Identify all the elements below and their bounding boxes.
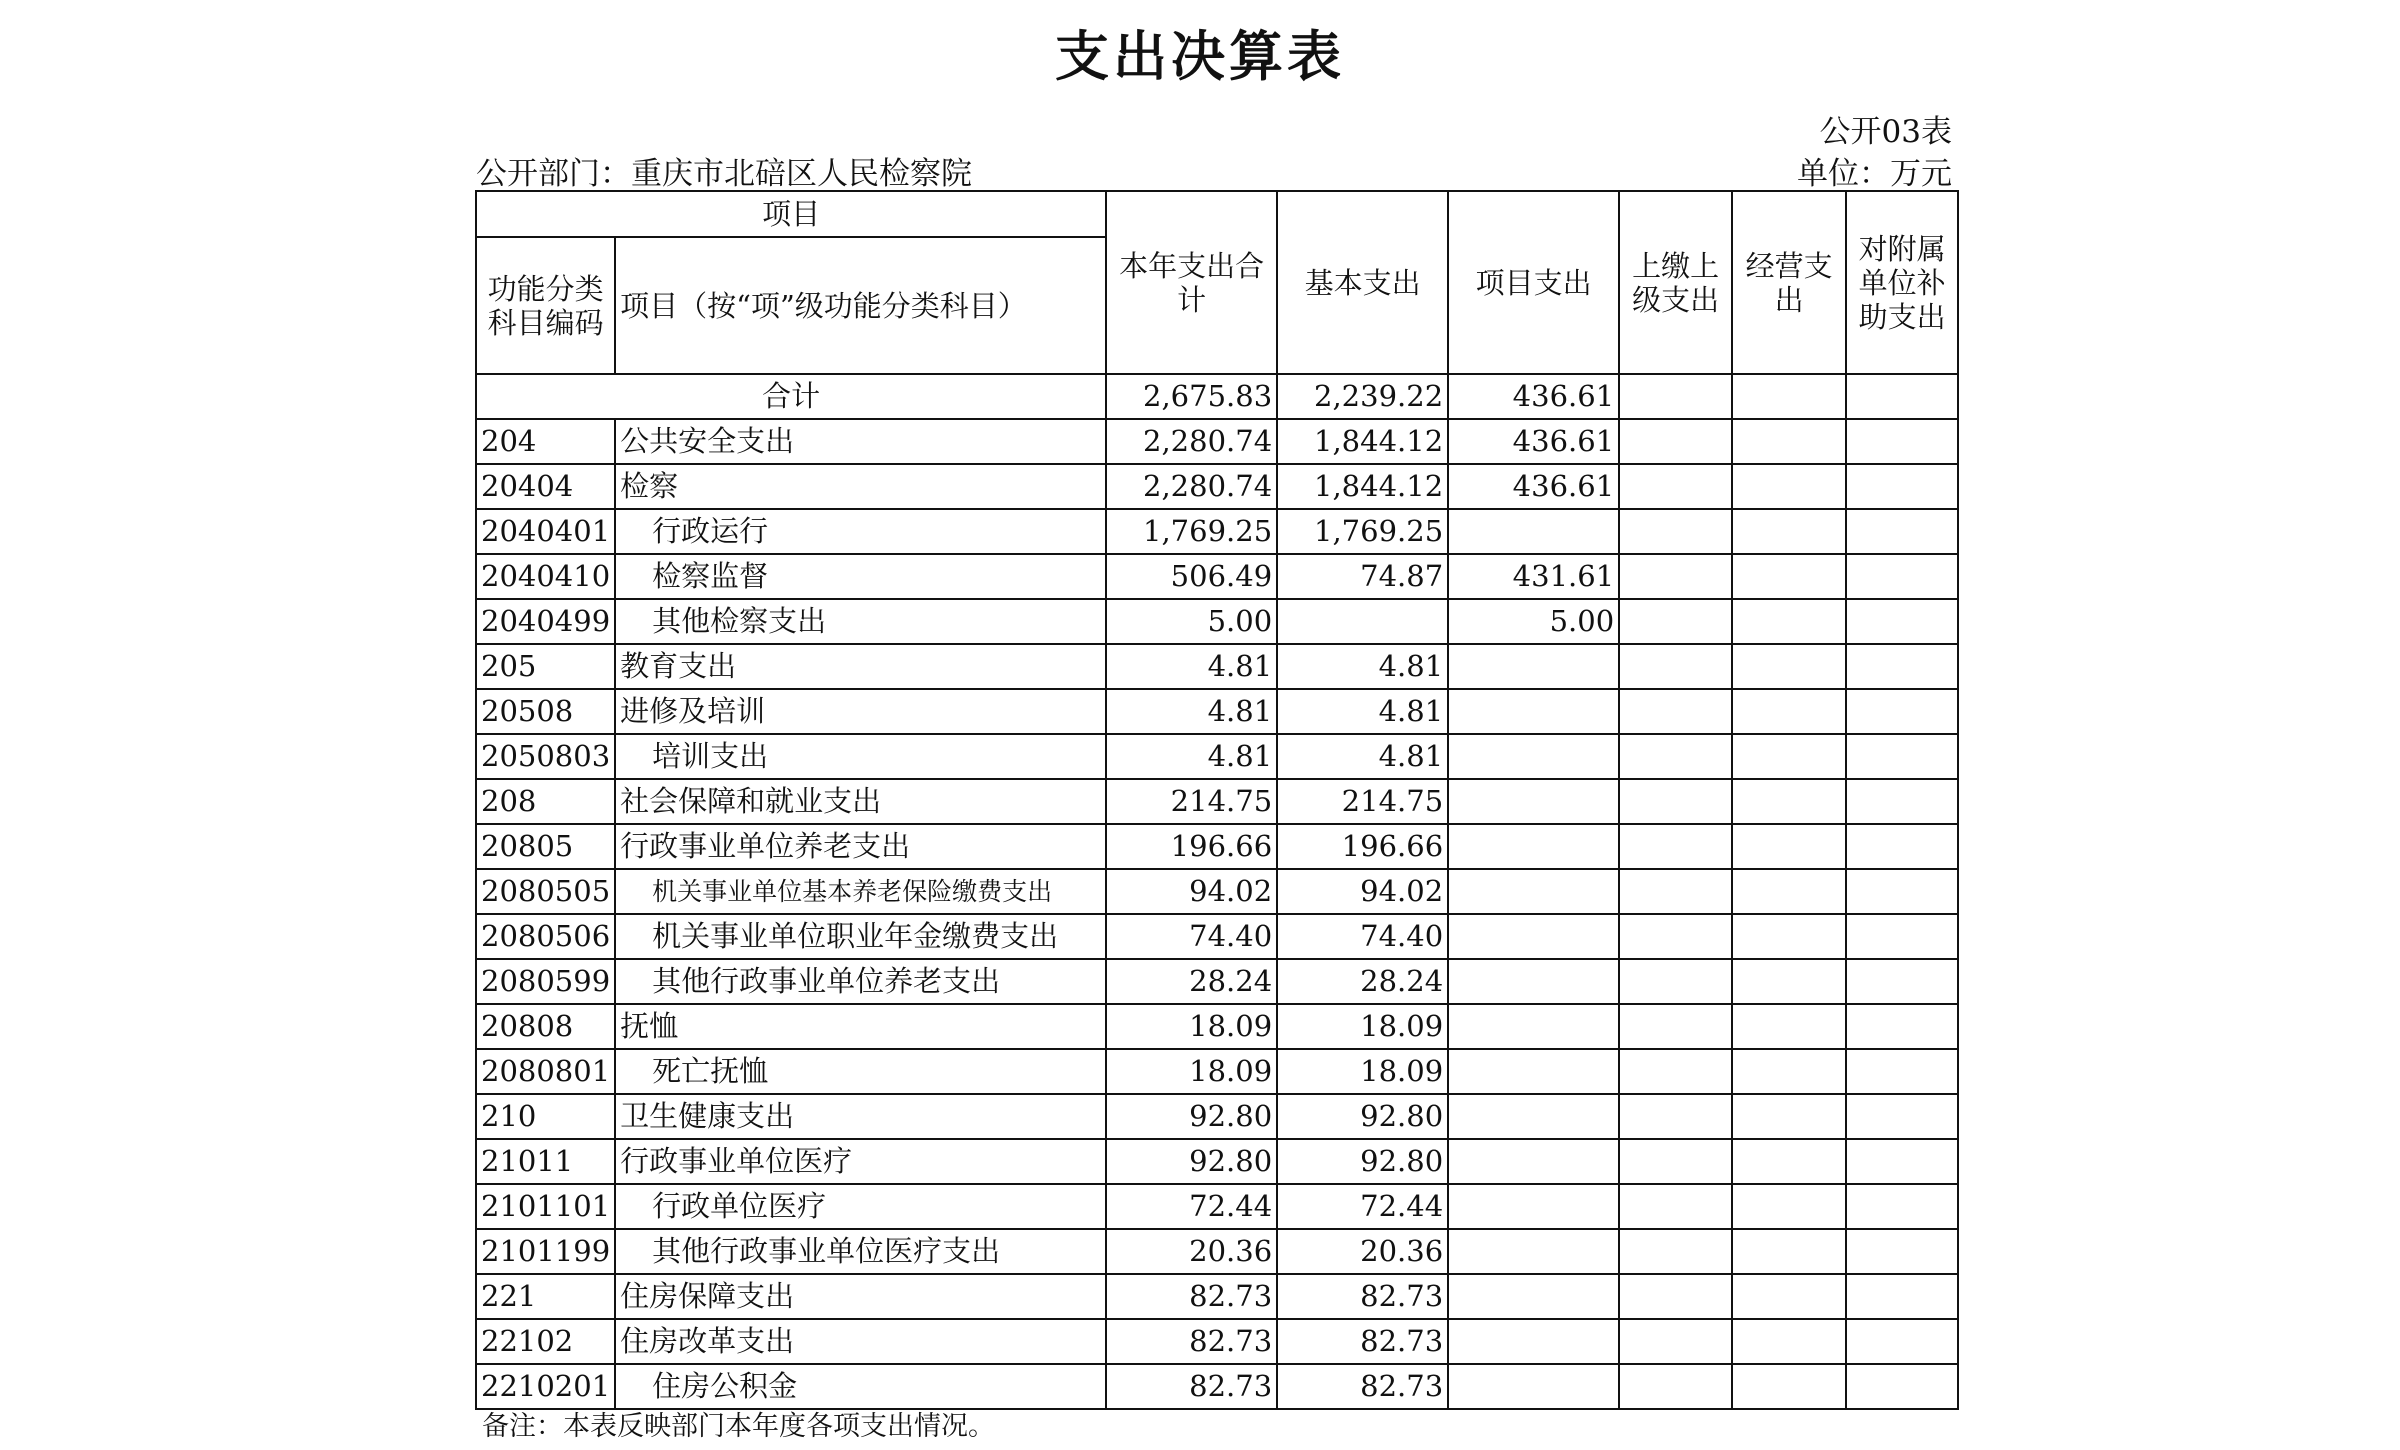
code-cell: 2050803 bbox=[476, 734, 615, 779]
project-expense-cell bbox=[1448, 644, 1619, 689]
code-cell: 20404 bbox=[476, 464, 615, 509]
basic-cell: 18.09 bbox=[1277, 1004, 1448, 1049]
total-cell: 72.44 bbox=[1106, 1184, 1277, 1229]
business-cell bbox=[1732, 734, 1846, 779]
upper-payment-cell bbox=[1619, 869, 1732, 914]
subsidiary-cell bbox=[1846, 689, 1958, 734]
business-cell bbox=[1732, 509, 1846, 554]
project-expense-cell bbox=[1448, 1364, 1619, 1409]
name-cell: 培训支出 bbox=[615, 734, 1106, 779]
total-cell: 196.66 bbox=[1106, 824, 1277, 869]
subsidiary-cell bbox=[1846, 1364, 1958, 1409]
project-expense-cell: 436.61 bbox=[1448, 419, 1619, 464]
table-row bbox=[476, 1229, 1958, 1274]
table-row bbox=[476, 644, 1958, 689]
subsidiary-cell bbox=[1846, 914, 1958, 959]
table-row bbox=[476, 689, 1958, 734]
basic-cell: 74.87 bbox=[1277, 554, 1448, 599]
footnote: 备注：本表反映部门本年度各项支出情况。 bbox=[482, 1411, 995, 1442]
subsidiary-cell bbox=[1846, 509, 1958, 554]
subsidiary-cell bbox=[1846, 1004, 1958, 1049]
subsidiary-cell bbox=[1846, 734, 1958, 779]
project-expense-cell: 436.61 bbox=[1448, 464, 1619, 509]
name-cell: 住房改革支出 bbox=[615, 1319, 1106, 1364]
subsidiary-cell bbox=[1846, 1319, 1958, 1364]
project-expense-cell: 431.61 bbox=[1448, 554, 1619, 599]
table-id: 公开03表 bbox=[1819, 114, 1952, 150]
total-cell: 74.40 bbox=[1106, 914, 1277, 959]
name-cell: 检察监督 bbox=[615, 554, 1106, 599]
subsidiary-cell bbox=[1846, 1049, 1958, 1094]
project-expense-cell bbox=[1448, 734, 1619, 779]
business-cell bbox=[1732, 914, 1846, 959]
business-cell bbox=[1732, 419, 1846, 464]
department-label: 公开部门：重庆市北碚区人民检察院 bbox=[476, 156, 972, 192]
header-project-expense: 项目支出 bbox=[1448, 191, 1619, 374]
name-cell: 住房公积金 bbox=[615, 1364, 1106, 1409]
code-cell: 2040401 bbox=[476, 509, 615, 554]
project-expense-cell bbox=[1448, 1274, 1619, 1319]
name-cell: 死亡抚恤 bbox=[615, 1049, 1106, 1094]
upper-payment-cell bbox=[1619, 419, 1732, 464]
basic-cell: 18.09 bbox=[1277, 1049, 1448, 1094]
project-expense-cell bbox=[1448, 1094, 1619, 1139]
table-row bbox=[476, 824, 1958, 869]
total-row bbox=[476, 374, 1958, 419]
subsidiary-cell bbox=[1846, 779, 1958, 824]
business-cell bbox=[1732, 689, 1846, 734]
upper-payment-cell bbox=[1619, 1184, 1732, 1229]
business-cell bbox=[1732, 779, 1846, 824]
code-cell: 2080599 bbox=[476, 959, 615, 1004]
subsidiary-cell bbox=[1846, 644, 1958, 689]
upper-payment-cell bbox=[1619, 1004, 1732, 1049]
upper-payment-cell bbox=[1619, 779, 1732, 824]
total-cell: 5.00 bbox=[1106, 599, 1277, 644]
upper-payment-cell bbox=[1619, 554, 1732, 599]
expenditure-table bbox=[475, 190, 1959, 1410]
total-cell: 92.80 bbox=[1106, 1094, 1277, 1139]
table-row bbox=[476, 1139, 1958, 1184]
header-business: 经营支出 bbox=[1732, 191, 1846, 374]
basic-cell: 1,844.12 bbox=[1277, 464, 1448, 509]
header-project: 项目 bbox=[476, 191, 1106, 237]
business-cell bbox=[1732, 1004, 1846, 1049]
project-expense-cell bbox=[1448, 869, 1619, 914]
name-cell: 社会保障和就业支出 bbox=[615, 779, 1106, 824]
basic-cell: 4.81 bbox=[1277, 689, 1448, 734]
name-cell: 其他检察支出 bbox=[615, 599, 1106, 644]
table-row bbox=[476, 734, 1958, 779]
business-cell bbox=[1732, 959, 1846, 1004]
business-cell bbox=[1732, 644, 1846, 689]
total-subsidiary bbox=[1846, 374, 1958, 419]
name-cell: 检察 bbox=[615, 464, 1106, 509]
basic-cell: 82.73 bbox=[1277, 1319, 1448, 1364]
total-cell: 82.73 bbox=[1106, 1364, 1277, 1409]
basic-cell: 1,844.12 bbox=[1277, 419, 1448, 464]
upper-payment-cell bbox=[1619, 914, 1732, 959]
upper-payment-cell bbox=[1619, 959, 1732, 1004]
table-row bbox=[476, 1094, 1958, 1139]
project-expense-cell bbox=[1448, 1139, 1619, 1184]
table-row bbox=[476, 509, 1958, 554]
table-row bbox=[476, 914, 1958, 959]
total-cell: 18.09 bbox=[1106, 1004, 1277, 1049]
code-cell: 2210201 bbox=[476, 1364, 615, 1409]
total-upper-payment bbox=[1619, 374, 1732, 419]
business-cell bbox=[1732, 464, 1846, 509]
upper-payment-cell bbox=[1619, 644, 1732, 689]
code-cell: 2080506 bbox=[476, 914, 615, 959]
total-cell: 82.73 bbox=[1106, 1274, 1277, 1319]
table-row bbox=[476, 464, 1958, 509]
business-cell bbox=[1732, 824, 1846, 869]
business-cell bbox=[1732, 1274, 1846, 1319]
subsidiary-cell bbox=[1846, 869, 1958, 914]
header-total: 本年支出合计 bbox=[1106, 191, 1277, 374]
project-expense-cell bbox=[1448, 1319, 1619, 1364]
table-row bbox=[476, 1274, 1958, 1319]
project-expense-cell bbox=[1448, 1184, 1619, 1229]
code-cell: 20508 bbox=[476, 689, 615, 734]
business-cell bbox=[1732, 1319, 1846, 1364]
upper-payment-cell bbox=[1619, 689, 1732, 734]
total-basic: 2,239.22 bbox=[1277, 374, 1448, 419]
project-expense-cell bbox=[1448, 959, 1619, 1004]
subsidiary-cell bbox=[1846, 824, 1958, 869]
table-row bbox=[476, 1049, 1958, 1094]
table-row bbox=[476, 1364, 1958, 1409]
basic-cell: 92.80 bbox=[1277, 1139, 1448, 1184]
basic-cell: 94.02 bbox=[1277, 869, 1448, 914]
total-cell: 214.75 bbox=[1106, 779, 1277, 824]
upper-payment-cell bbox=[1619, 1274, 1732, 1319]
name-cell: 行政事业单位养老支出 bbox=[615, 824, 1106, 869]
subsidiary-cell bbox=[1846, 1274, 1958, 1319]
subsidiary-cell bbox=[1846, 1184, 1958, 1229]
total-label: 合计 bbox=[476, 374, 1106, 419]
unit-label: 单位：万元 bbox=[1797, 156, 1952, 192]
total-cell: 4.81 bbox=[1106, 689, 1277, 734]
total-cell: 1,769.25 bbox=[1106, 509, 1277, 554]
basic-cell bbox=[1277, 599, 1448, 644]
total-cell: 94.02 bbox=[1106, 869, 1277, 914]
name-cell: 机关事业单位基本养老保险缴费支出 bbox=[615, 869, 1106, 914]
business-cell bbox=[1732, 1184, 1846, 1229]
code-cell: 208 bbox=[476, 779, 615, 824]
basic-cell: 20.36 bbox=[1277, 1229, 1448, 1274]
name-cell: 教育支出 bbox=[615, 644, 1106, 689]
subsidiary-cell bbox=[1846, 599, 1958, 644]
name-cell: 行政运行 bbox=[615, 509, 1106, 554]
basic-cell: 196.66 bbox=[1277, 824, 1448, 869]
upper-payment-cell bbox=[1619, 824, 1732, 869]
code-cell: 2040499 bbox=[476, 599, 615, 644]
total-cell: 4.81 bbox=[1106, 734, 1277, 779]
project-expense-cell bbox=[1448, 509, 1619, 554]
name-cell: 抚恤 bbox=[615, 1004, 1106, 1049]
code-cell: 221 bbox=[476, 1274, 615, 1319]
code-cell: 21011 bbox=[476, 1139, 615, 1184]
code-cell: 205 bbox=[476, 644, 615, 689]
code-cell: 22102 bbox=[476, 1319, 615, 1364]
code-cell: 20808 bbox=[476, 1004, 615, 1049]
project-expense-cell bbox=[1448, 824, 1619, 869]
total-cell: 4.81 bbox=[1106, 644, 1277, 689]
subsidiary-cell bbox=[1846, 419, 1958, 464]
table-row bbox=[476, 554, 1958, 599]
name-cell: 卫生健康支出 bbox=[615, 1094, 1106, 1139]
name-cell: 行政单位医疗 bbox=[615, 1184, 1106, 1229]
basic-cell: 72.44 bbox=[1277, 1184, 1448, 1229]
upper-payment-cell bbox=[1619, 1229, 1732, 1274]
project-expense-cell bbox=[1448, 689, 1619, 734]
basic-cell: 1,769.25 bbox=[1277, 509, 1448, 554]
subsidiary-cell bbox=[1846, 554, 1958, 599]
table-row bbox=[476, 419, 1958, 464]
code-cell: 210 bbox=[476, 1094, 615, 1139]
business-cell bbox=[1732, 1229, 1846, 1274]
upper-payment-cell bbox=[1619, 509, 1732, 554]
basic-cell: 92.80 bbox=[1277, 1094, 1448, 1139]
subsidiary-cell bbox=[1846, 959, 1958, 1004]
code-cell: 2080801 bbox=[476, 1049, 615, 1094]
table-row bbox=[476, 1004, 1958, 1049]
project-expense-cell bbox=[1448, 1049, 1619, 1094]
subsidiary-cell bbox=[1846, 1229, 1958, 1274]
business-cell bbox=[1732, 1094, 1846, 1139]
upper-payment-cell bbox=[1619, 1319, 1732, 1364]
basic-cell: 214.75 bbox=[1277, 779, 1448, 824]
header-upper-payment: 上缴上级支出 bbox=[1619, 191, 1732, 374]
project-expense-cell bbox=[1448, 779, 1619, 824]
subsidiary-cell bbox=[1846, 464, 1958, 509]
code-cell: 20805 bbox=[476, 824, 615, 869]
upper-payment-cell bbox=[1619, 464, 1732, 509]
basic-cell: 4.81 bbox=[1277, 734, 1448, 779]
project-expense-cell bbox=[1448, 1229, 1619, 1274]
project-expense-cell: 5.00 bbox=[1448, 599, 1619, 644]
business-cell bbox=[1732, 1049, 1846, 1094]
header-basic: 基本支出 bbox=[1277, 191, 1448, 374]
table-row bbox=[476, 869, 1958, 914]
total-amount: 2,675.83 bbox=[1106, 374, 1277, 419]
header-code: 功能分类科目编码 bbox=[476, 237, 615, 374]
table-row bbox=[476, 779, 1958, 824]
total-cell: 28.24 bbox=[1106, 959, 1277, 1004]
name-cell: 行政事业单位医疗 bbox=[615, 1139, 1106, 1184]
code-cell: 2080505 bbox=[476, 869, 615, 914]
upper-payment-cell bbox=[1619, 599, 1732, 644]
business-cell bbox=[1732, 1364, 1846, 1409]
name-cell: 公共安全支出 bbox=[615, 419, 1106, 464]
business-cell bbox=[1732, 1139, 1846, 1184]
name-cell: 进修及培训 bbox=[615, 689, 1106, 734]
upper-payment-cell bbox=[1619, 1139, 1732, 1184]
total-cell: 92.80 bbox=[1106, 1139, 1277, 1184]
page-title: 支出决算表 bbox=[1055, 24, 1345, 88]
total-cell: 506.49 bbox=[1106, 554, 1277, 599]
header-name: 项目（按“项”级功能分类科目） bbox=[615, 237, 1106, 374]
code-cell: 2101101 bbox=[476, 1184, 615, 1229]
subsidiary-cell bbox=[1846, 1094, 1958, 1139]
basic-cell: 4.81 bbox=[1277, 644, 1448, 689]
name-cell: 其他行政事业单位养老支出 bbox=[615, 959, 1106, 1004]
subsidiary-cell bbox=[1846, 1139, 1958, 1184]
table-row bbox=[476, 599, 1958, 644]
code-cell: 204 bbox=[476, 419, 615, 464]
upper-payment-cell bbox=[1619, 1049, 1732, 1094]
code-cell: 2101199 bbox=[476, 1229, 615, 1274]
total-cell: 82.73 bbox=[1106, 1319, 1277, 1364]
total-business bbox=[1732, 374, 1846, 419]
basic-cell: 28.24 bbox=[1277, 959, 1448, 1004]
name-cell: 其他行政事业单位医疗支出 bbox=[615, 1229, 1106, 1274]
upper-payment-cell bbox=[1619, 734, 1732, 779]
upper-payment-cell bbox=[1619, 1364, 1732, 1409]
basic-cell: 82.73 bbox=[1277, 1274, 1448, 1319]
header-subsidiary: 对附属单位补助支出 bbox=[1846, 191, 1958, 374]
name-cell: 机关事业单位职业年金缴费支出 bbox=[615, 914, 1106, 959]
table-row bbox=[476, 1319, 1958, 1364]
table-row bbox=[476, 959, 1958, 1004]
basic-cell: 74.40 bbox=[1277, 914, 1448, 959]
business-cell bbox=[1732, 554, 1846, 599]
basic-cell: 82.73 bbox=[1277, 1364, 1448, 1409]
business-cell bbox=[1732, 869, 1846, 914]
total-cell: 2,280.74 bbox=[1106, 464, 1277, 509]
total-cell: 20.36 bbox=[1106, 1229, 1277, 1274]
project-expense-cell bbox=[1448, 914, 1619, 959]
project-expense-cell bbox=[1448, 1004, 1619, 1049]
total-cell: 2,280.74 bbox=[1106, 419, 1277, 464]
code-cell: 2040410 bbox=[476, 554, 615, 599]
name-cell: 住房保障支出 bbox=[615, 1274, 1106, 1319]
total-cell: 18.09 bbox=[1106, 1049, 1277, 1094]
business-cell bbox=[1732, 599, 1846, 644]
total-project-expense: 436.61 bbox=[1448, 374, 1619, 419]
table-row bbox=[476, 1184, 1958, 1229]
upper-payment-cell bbox=[1619, 1094, 1732, 1139]
